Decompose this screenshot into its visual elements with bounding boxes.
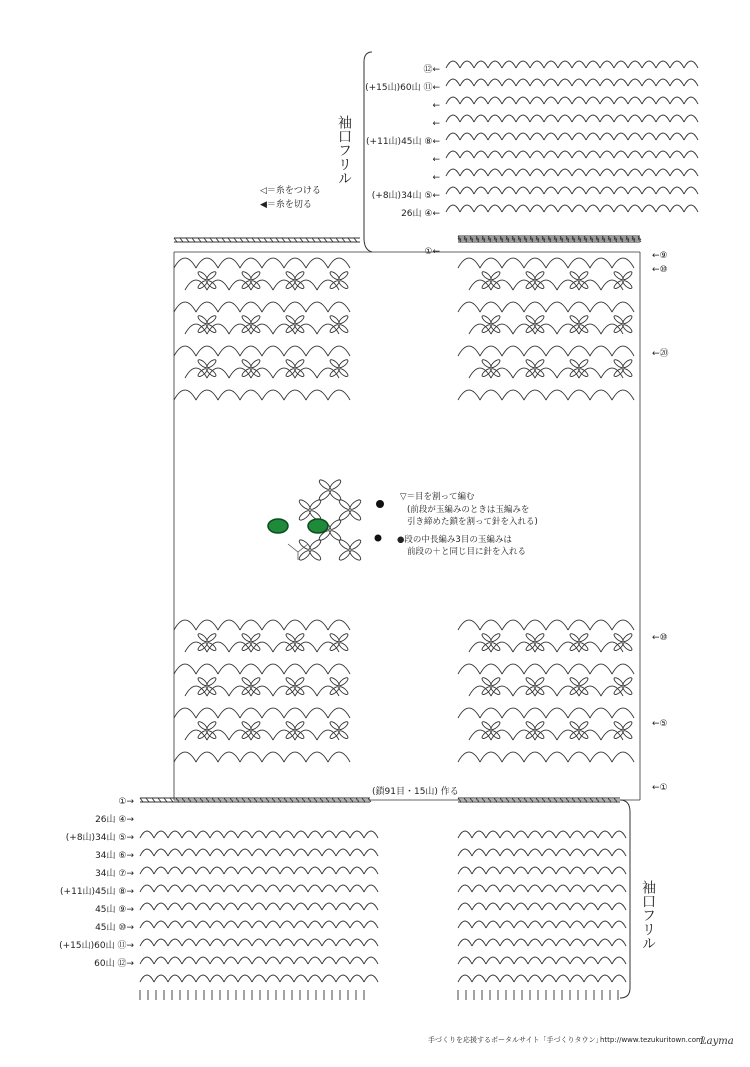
chain-arch-row: [185, 686, 339, 696]
bottom-ruffle-row-label: ①→: [118, 797, 134, 807]
petal-motif: [329, 720, 349, 739]
top-ruffle-row-label: (+11山)45山 ⑧←: [366, 137, 440, 147]
ruffle-arch-row: [140, 975, 378, 982]
top-ruffle-row-label: ←: [432, 119, 440, 129]
petal-motif: [329, 314, 349, 333]
petal-motif: [525, 314, 545, 333]
footer-text: 手づくりを応援するポータルサイト「手づくりタウン」: [428, 1036, 603, 1044]
ruffle-arch-row: [458, 957, 626, 964]
petal-motif: [613, 314, 633, 333]
chain-arch-row: [174, 302, 350, 312]
bottom-ruffle-row-label: 34山 ⑦→: [95, 869, 134, 879]
petal-motif: [569, 314, 589, 333]
footer-url: http://www.tezukuritown.com/: [600, 1036, 706, 1044]
petal-motif: [481, 270, 501, 289]
ruffle-arch-row: [446, 115, 698, 122]
ruffle-fringe: [140, 990, 618, 1000]
ruffle-arch-row: [458, 867, 626, 874]
row-marker-upper-c: ←⑳: [652, 349, 669, 359]
petal-motif: [569, 358, 589, 377]
ruffle-arch-row: [140, 849, 378, 856]
top-ruffle-bracket: [364, 52, 372, 252]
top-ruffle-title: 袖口フリル: [336, 115, 352, 185]
ruffle-arch-row: [140, 921, 378, 928]
petal-motif: [329, 676, 349, 695]
petal-motif: [525, 720, 545, 739]
ruffle-arch-row: [446, 133, 698, 140]
petal-motif: [298, 538, 322, 561]
chain-arch-row: [469, 686, 623, 696]
petal-motif: [481, 720, 501, 739]
bottom-ruffle-bracket: [620, 800, 630, 998]
bottom-ruffle-row-label: (+11山)45山 ⑧→: [60, 887, 134, 897]
chain-arch-row: [469, 730, 623, 740]
bullet-icon: [375, 535, 382, 542]
row-marker-lower-b: ←⑤: [652, 719, 668, 729]
petal-motif: [241, 358, 261, 377]
top-ruffle-row-labels: [365, 64, 440, 257]
ruffle-arch-row: [446, 205, 698, 212]
lower-left-panel: [140, 620, 620, 802]
cat-eye-right: [308, 519, 328, 533]
petal-motif: [613, 632, 633, 651]
lower-right-panel: [458, 620, 634, 762]
petal-motif: [197, 314, 217, 333]
chain-arch-row: [185, 324, 339, 334]
petal-motif: [329, 632, 349, 651]
ruffle-arch-row: [140, 939, 378, 946]
petal-motif: [285, 270, 305, 289]
petal-motif: [338, 538, 362, 561]
chain-arch-row: [174, 390, 350, 400]
chain-arch-row: [469, 368, 623, 378]
petal-motif: [569, 676, 589, 695]
petal-motif: [329, 358, 349, 377]
petal-motif: [197, 270, 217, 289]
petal-motif: [569, 632, 589, 651]
petal-motif: [197, 358, 217, 377]
ruffle-arch-row: [446, 151, 698, 158]
petal-motif: [285, 314, 305, 333]
petal-motif: [525, 270, 545, 289]
top-ruffle-row-label: ←: [432, 101, 440, 111]
chain-arch-row: [469, 324, 623, 334]
petal-motif: [285, 358, 305, 377]
chain-arch-row: [185, 730, 339, 740]
bottom-ruffle-row-label: 45山 ⑨→: [95, 905, 134, 915]
top-ruffle-stitches: [446, 61, 698, 240]
chain-arch-row: [458, 708, 634, 718]
upper-left-panel: [174, 238, 360, 400]
top-ruffle-first-row: ①←: [424, 247, 440, 257]
ruffle-arch-row: [446, 61, 698, 68]
bottom-ruffle-title: 袖口フリル: [640, 880, 656, 950]
chain-arch-row: [458, 752, 634, 762]
ruffle-arch-row: [458, 885, 626, 892]
bottom-ruffle-row-labels: [59, 797, 134, 969]
ruffle-arch-row: [140, 885, 378, 892]
ruffle-arch-row: [446, 79, 698, 86]
ruffle-arch-row: [446, 187, 698, 194]
ruffle-arch-row: [140, 957, 378, 964]
ruffle-arch-row: [140, 831, 378, 838]
ruffle-arch-row: [458, 939, 626, 946]
petal-motif: [525, 358, 545, 377]
bottom-ruffle-row-label: (+15山)60山 ⑪→: [59, 941, 134, 951]
bullet-icon: [376, 500, 384, 508]
petal-motif: [569, 270, 589, 289]
ruffle-arch-row: [446, 97, 698, 104]
chain-arch-row: [458, 346, 634, 356]
watermark: Layma: [700, 1036, 734, 1047]
ruffle-arch-row: [458, 903, 626, 910]
bottom-ruffle-row-label: 26山 ④→: [95, 815, 134, 825]
chain-arch-row: [174, 752, 350, 762]
chain-arch-row: [174, 664, 350, 674]
bottom-ruffle-row-label: (+8山)34山 ⑤→: [65, 833, 134, 843]
petal-motif: [613, 358, 633, 377]
chain-arch-row: [458, 390, 634, 400]
petal-motif: [525, 632, 545, 651]
petal-motif: [481, 632, 501, 651]
petal-motif: [298, 498, 322, 521]
petal-motif: [613, 676, 633, 695]
top-ruffle-row-label: ←: [432, 155, 440, 165]
chain-arch-row: [174, 258, 350, 268]
note-line-2: (前段が玉編みのときは玉編みを: [407, 505, 530, 515]
chain-arch-row: [174, 620, 350, 630]
cat-eye-left: [268, 519, 288, 533]
ruffle-arch-row: [140, 867, 378, 874]
petal-motif: [241, 270, 261, 289]
ruffle-arch-row: [458, 921, 626, 928]
petal-motif: [338, 498, 362, 521]
top-ruffle-row-label: (+8山)34山 ⑤←: [371, 191, 440, 201]
ruffle-arch-row: [458, 831, 626, 838]
bottom-ruffle-row-label: 34山 ⑥→: [95, 851, 134, 861]
foundation-label: (鎖91目・15山) 作る: [372, 787, 459, 797]
chain-arch-row: [458, 664, 634, 674]
top-ruffle-row-label: ←: [432, 173, 440, 183]
petal-motif: [197, 676, 217, 695]
petal-motif: [525, 676, 545, 695]
top-ruffle-row-label: ⑫←: [423, 65, 440, 75]
petal-motif: [569, 720, 589, 739]
note-line-4: ●段の中長編み3目の玉編みは: [397, 535, 512, 545]
petal-motif: [241, 720, 261, 739]
note-line-3: 引き締めた鎖を割って針を入れる): [407, 517, 538, 527]
bottom-ruffle-row-label: 45山 ⑩→: [95, 923, 134, 933]
petal-motif: [481, 314, 501, 333]
chain-arch-row: [174, 708, 350, 718]
bottom-ruffle-row-label: 60山 ⑫→: [94, 959, 134, 969]
chain-arch-row: [469, 642, 623, 652]
ruffle-arch-row: [458, 975, 626, 982]
petal-motif: [285, 632, 305, 651]
chain-arch-row: [458, 620, 634, 630]
chain-arch-row: [458, 258, 634, 268]
center-detail-motif: [268, 478, 362, 561]
chain-arch-row: [174, 346, 350, 356]
petal-motif: [197, 632, 217, 651]
row-marker-lower-a: ←⑩: [652, 633, 668, 643]
ruffle-arch-row: [140, 903, 378, 910]
legend-cut: ◀＝糸を切る: [260, 200, 312, 210]
chain-bar-stitches: [174, 238, 357, 242]
bottom-ruffle-stitches: [140, 831, 626, 1000]
petal-motif: [481, 676, 501, 695]
top-ruffle-row-label: (+15山)60山 ⑪←: [365, 83, 440, 93]
chain-arch-row: [185, 642, 339, 652]
petal-motif: [285, 720, 305, 739]
row-marker-upper-a: ←⑨: [652, 251, 668, 261]
petal-motif: [241, 676, 261, 695]
petal-motif: [329, 270, 349, 289]
petal-motif: [613, 720, 633, 739]
petal-motif: [481, 358, 501, 377]
chain-arch-row: [185, 368, 339, 378]
row-marker-lower-c: ←①: [652, 783, 668, 793]
row-marker-upper-b: ←⑩: [652, 265, 668, 275]
legend-attach: ◁＝糸をつける: [260, 186, 321, 196]
petal-motif: [241, 632, 261, 651]
top-ruffle-row-label: 26山 ④←: [401, 209, 440, 219]
ruffle-arch-row: [446, 169, 698, 176]
note-line-1: ▽＝目を割って編む: [400, 492, 475, 502]
chain-arch-row: [469, 280, 623, 290]
petal-motif: [241, 314, 261, 333]
ruffle-arch-row: [458, 849, 626, 856]
petal-motif: [285, 676, 305, 695]
petal-motif: [197, 720, 217, 739]
petal-motif: [318, 478, 342, 501]
note-line-5: 前段の＋と同じ目に針を入れる: [407, 547, 527, 557]
upper-right-panel: [458, 238, 641, 400]
chain-arch-row: [458, 302, 634, 312]
petal-motif: [613, 270, 633, 289]
chain-arch-row: [185, 280, 339, 290]
